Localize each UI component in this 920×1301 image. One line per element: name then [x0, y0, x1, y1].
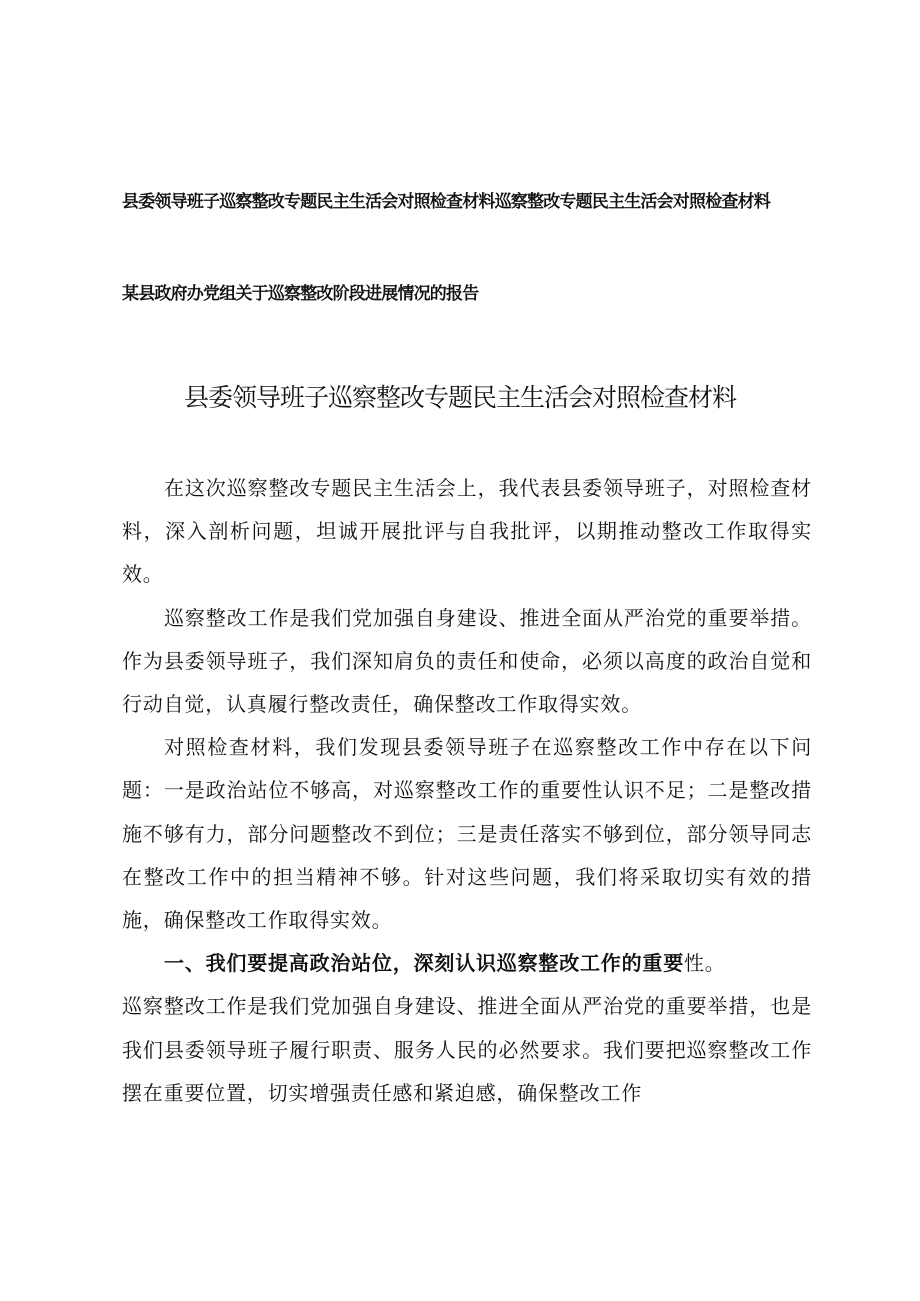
section-heading-1-bold: 一、我们要提高政治站位，深刻认识巡察整改工作的重要	[164, 951, 684, 976]
document-body	[122, 467, 812, 1115]
paragraph-significance: 巡察整改工作是我们党加强自身建设、推进全面从严治党的重要举措。作为县委领导班子，我们深知肩负的责任和使命，必须以高度的政治自觉和行动自觉，认真履行整改责任，确保整改工作取得实效。	[122, 605, 812, 717]
paragraph-intro: 在这次巡察整改专题民主生活会上，我代表县委领导班子，对照检查材料，深入剖析问题，坦诚开展批评与自我批评，以期推动整改工作取得实效。	[122, 476, 812, 587]
document-title: 县委领导班子巡察整改专题民主生活会对照检查材料	[183, 383, 736, 412]
section-1-body: 巡察整改工作是我们党加强自身建设、推进全面从严治党的重要举措，也是我们县委领导班子履行职责、服务人民的必然要求。我们要把巡察整改工作摆在重要位置，切实增强责任感和紧迫感，确保整改工作	[122, 994, 812, 1105]
section-heading-1	[122, 942, 812, 985]
header-subtitle: 某县政府办党组关于巡察整改阶段进展情况的报告	[122, 284, 479, 304]
header-title: 县委领导班子巡察整改专题民主生活会对照检查材料巡察整改专题民主生活会对照检查材料	[122, 192, 770, 212]
paragraph-problems: 对照检查材料，我们发现县委领导班子在巡察整改工作中存在以下问题：一是政治站位不够高，对巡察整改工作的重要性认识不足；二是整改措施不够有力，部分问题整改不到位；三是责任落实不够到位，部分领导同志在整改工作中的担当精神不够。针对这些问题，我们将采取切实有效的措施，确保整改工作取得实效。	[122, 735, 812, 933]
section-heading-1-tail: 性。	[684, 951, 726, 976]
